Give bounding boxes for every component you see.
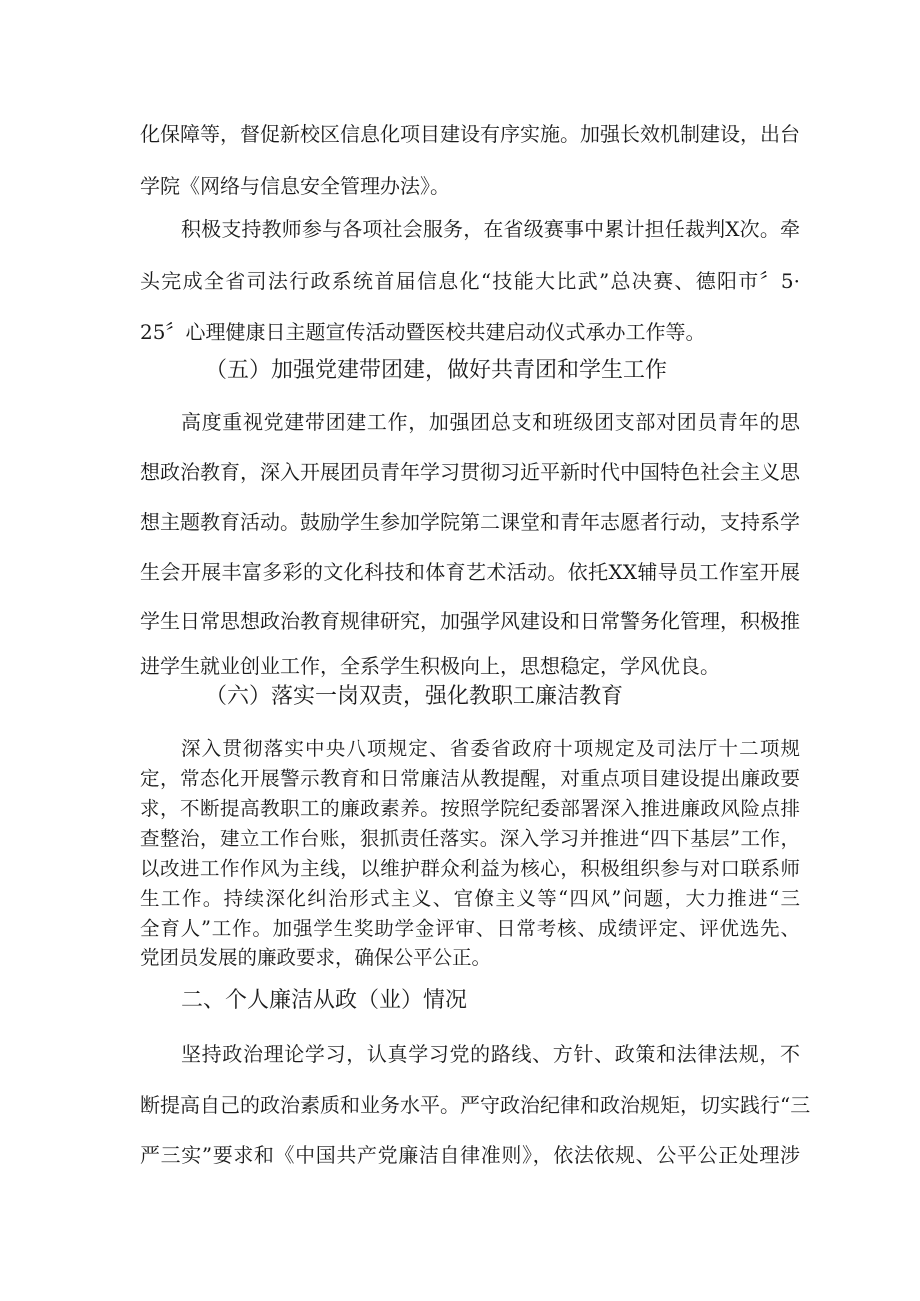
paragraph-line: 深入贯彻落实中央八项规定、省委省政府十项规定及司法厅十二项规 <box>181 737 800 760</box>
paragraph-line: 严三实”要求和《中国共产党廉洁自律准则》，依法依规、公平公正处理涉 <box>140 1143 800 1167</box>
paragraph-line: 断提高自己的政治素质和业务水平。严守政治纪律和政治规矩，切实践行“三 <box>140 1093 811 1117</box>
paragraph-line: 头完成全省司法行政系统首届信息化“技能大比武”总决赛、德阳市〞5· <box>140 269 800 293</box>
paragraph-line: 全育人”工作。加强学生奖助学金评审、日常考核、成绩评定、评优选先、 <box>140 917 800 940</box>
paragraph-line: 求，不断提高教职工的廉政素养。按照学院纪委部署深入推进廉政风险点排 <box>140 797 800 820</box>
paragraph-line: 想主题教育活动。鼓励学生参加学院第二课堂和青年志愿者行动，支持系学 <box>140 510 800 534</box>
paragraph-line: 高度重视党建带团建工作，加强团总支和班级团支部对团员青年的思 <box>181 410 800 434</box>
paragraph-line: 生工作。持续深化纠治形式主义、官僚主义等“四风”问题，大力推进“三 <box>140 887 800 910</box>
paragraph-line: 想政治教育，深入开展团员青年学习贯彻习近平新时代中国特色社会主义思 <box>140 460 800 484</box>
paragraph-line: 学院《网络与信息安全管理办法》。 <box>140 174 450 198</box>
paragraph-line: 积极支持教师参与各项社会服务，在省级赛事中累计担任裁判X次。牵 <box>181 217 800 241</box>
paragraph-line: 定，常态化开展警示教育和日常廉洁从教提醒，对重点项目建设提出廉政要 <box>140 767 800 790</box>
section-heading-5: （五）加强党建带团建，做好共青团和学生工作 <box>205 358 668 383</box>
paragraph-line: 党团员发展的廉政要求，确保公平公正。 <box>140 946 492 969</box>
paragraph-line: 25〞心理健康日主题宣传活动暨医校共建启动仪式承办工作等。 <box>140 320 706 344</box>
section-heading-2: 二、个人廉洁从政（业）情况 <box>181 988 468 1013</box>
paragraph-line: 坚持政治理论学习，认真学习党的路线、方针、政策和法律法规，不 <box>181 1042 800 1066</box>
paragraph-line: 查整治，建立工作台账，狠抓责任落实。深入学习并推进“四下基层”工作， <box>140 827 800 850</box>
section-heading-6: （六）落实一岗双责，强化教职工廉洁教育 <box>205 684 624 709</box>
paragraph-line: 学生日常思想政治教育规律研究，加强学风建设和日常警务化管理，积极推 <box>140 609 800 633</box>
paragraph-line: 生会开展丰富多彩的文化科技和体育艺术活动。依托XX辅导员工作室开展 <box>140 560 800 584</box>
paragraph-line: 化保障等，督促新校区信息化项目建设有序实施。加强长效机制建设，出台 <box>140 122 800 146</box>
paragraph-line: 以改进工作作风为主线，以维护群众利益为核心，积极组织参与对口联系师 <box>140 857 800 880</box>
paragraph-line: 进学生就业创业工作，全系学生积极向上，思想稳定，学风优良。 <box>140 654 720 678</box>
